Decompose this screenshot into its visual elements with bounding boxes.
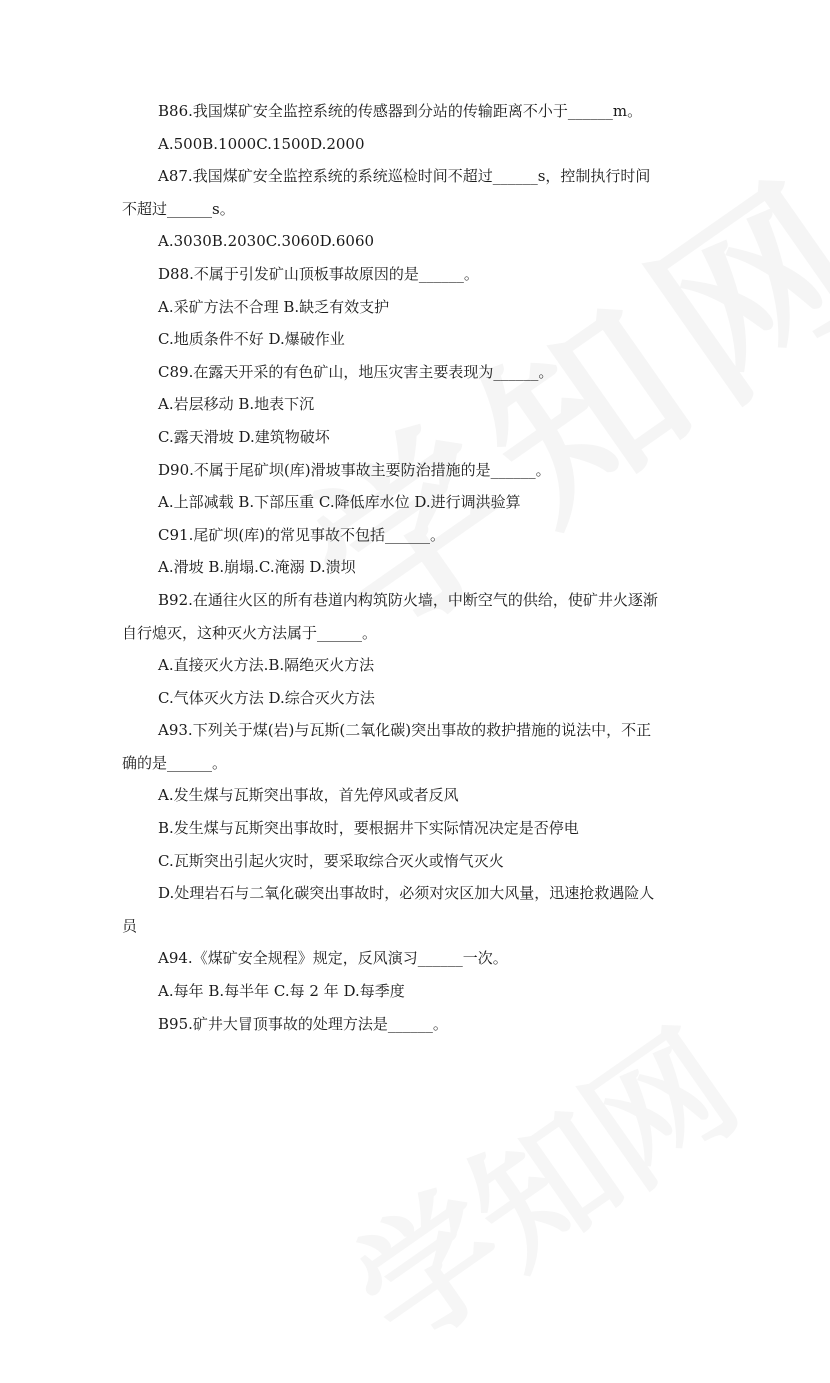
option-line: C.瓦斯突出引起火灾时，要采取综合灭火或惰气灭火	[158, 851, 504, 870]
question-line: D90.不属于尾矿坝(库)滑坡事故主要防治措施的是______。	[158, 460, 551, 479]
document-body	[122, 102, 688, 1048]
option-line: C.气体灭火方法 D.综合灭火方法	[158, 688, 375, 707]
option-line: D.处理岩石与二氧化碳突出事故时，必须对灾区加大风量，迅速抢救遇险人	[158, 884, 655, 903]
continuation-line: 不超过______s。	[122, 199, 235, 218]
option-line: A.500B.1000C.1500D.2000	[158, 134, 365, 153]
option-line: A.3030B.2030C.3060D.6060	[158, 232, 375, 251]
continuation-line: 员	[122, 916, 138, 935]
question-line: B92.在通往火区的所有巷道内构筑防火墙，中断空气的供给，使矿井火逐渐	[158, 590, 658, 609]
option-line: A.采矿方法不合理 B.缺乏有效支护	[158, 297, 390, 316]
option-line: A.发生煤与瓦斯突出事故，首先停风或者反风	[158, 786, 459, 805]
question-line: C89.在露天开采的有色矿山，地压灾害主要表现为______。	[158, 362, 554, 381]
question-line: D88.不属于引发矿山顶板事故原因的是______。	[158, 264, 479, 283]
question-line: A87.我国煤矿安全监控系统的系统巡检时间不超过______s，控制执行时间	[158, 167, 651, 186]
option-line: A.上部减载 B.下部压重 C.降低库水位 D.进行调洪验算	[158, 493, 521, 512]
option-line: B.发生煤与瓦斯突出事故时，要根据井下实际情况决定是否停电	[158, 819, 579, 838]
continuation-line: 确的是______。	[122, 753, 228, 772]
question-line: B95.矿井大冒顶事故的处理方法是______。	[158, 1014, 448, 1033]
question-line: B86.我国煤矿安全监控系统的传感器到分站的传输距离不小于______m。	[158, 102, 643, 120]
option-line: A.滑坡 B.崩塌.C.淹溺 D.溃坝	[158, 558, 356, 577]
option-line: A.岩层移动 B.地表下沉	[158, 395, 315, 414]
continuation-line: 自行熄灭，这种灭火方法属于______。	[122, 623, 378, 642]
option-line: A.每年 B.每半年 C.每 2 年 D.每季度	[158, 982, 405, 1001]
option-line: C.露天滑坡 D.建筑物破坏	[158, 427, 330, 446]
option-line: C.地质条件不好 D.爆破作业	[158, 330, 345, 349]
question-line: C91.尾矿坝(库)的常见事故不包括______。	[158, 525, 446, 544]
option-line: A.直接灭火方法.B.隔绝灭火方法	[158, 656, 375, 675]
question-line: A93.下列关于煤(岩)与瓦斯(二氧化碳)突出事故的救护措施的说法中，不正	[158, 721, 652, 740]
question-line: A94.《煤矿安全规程》规定，反风演习______一次。	[158, 949, 508, 968]
